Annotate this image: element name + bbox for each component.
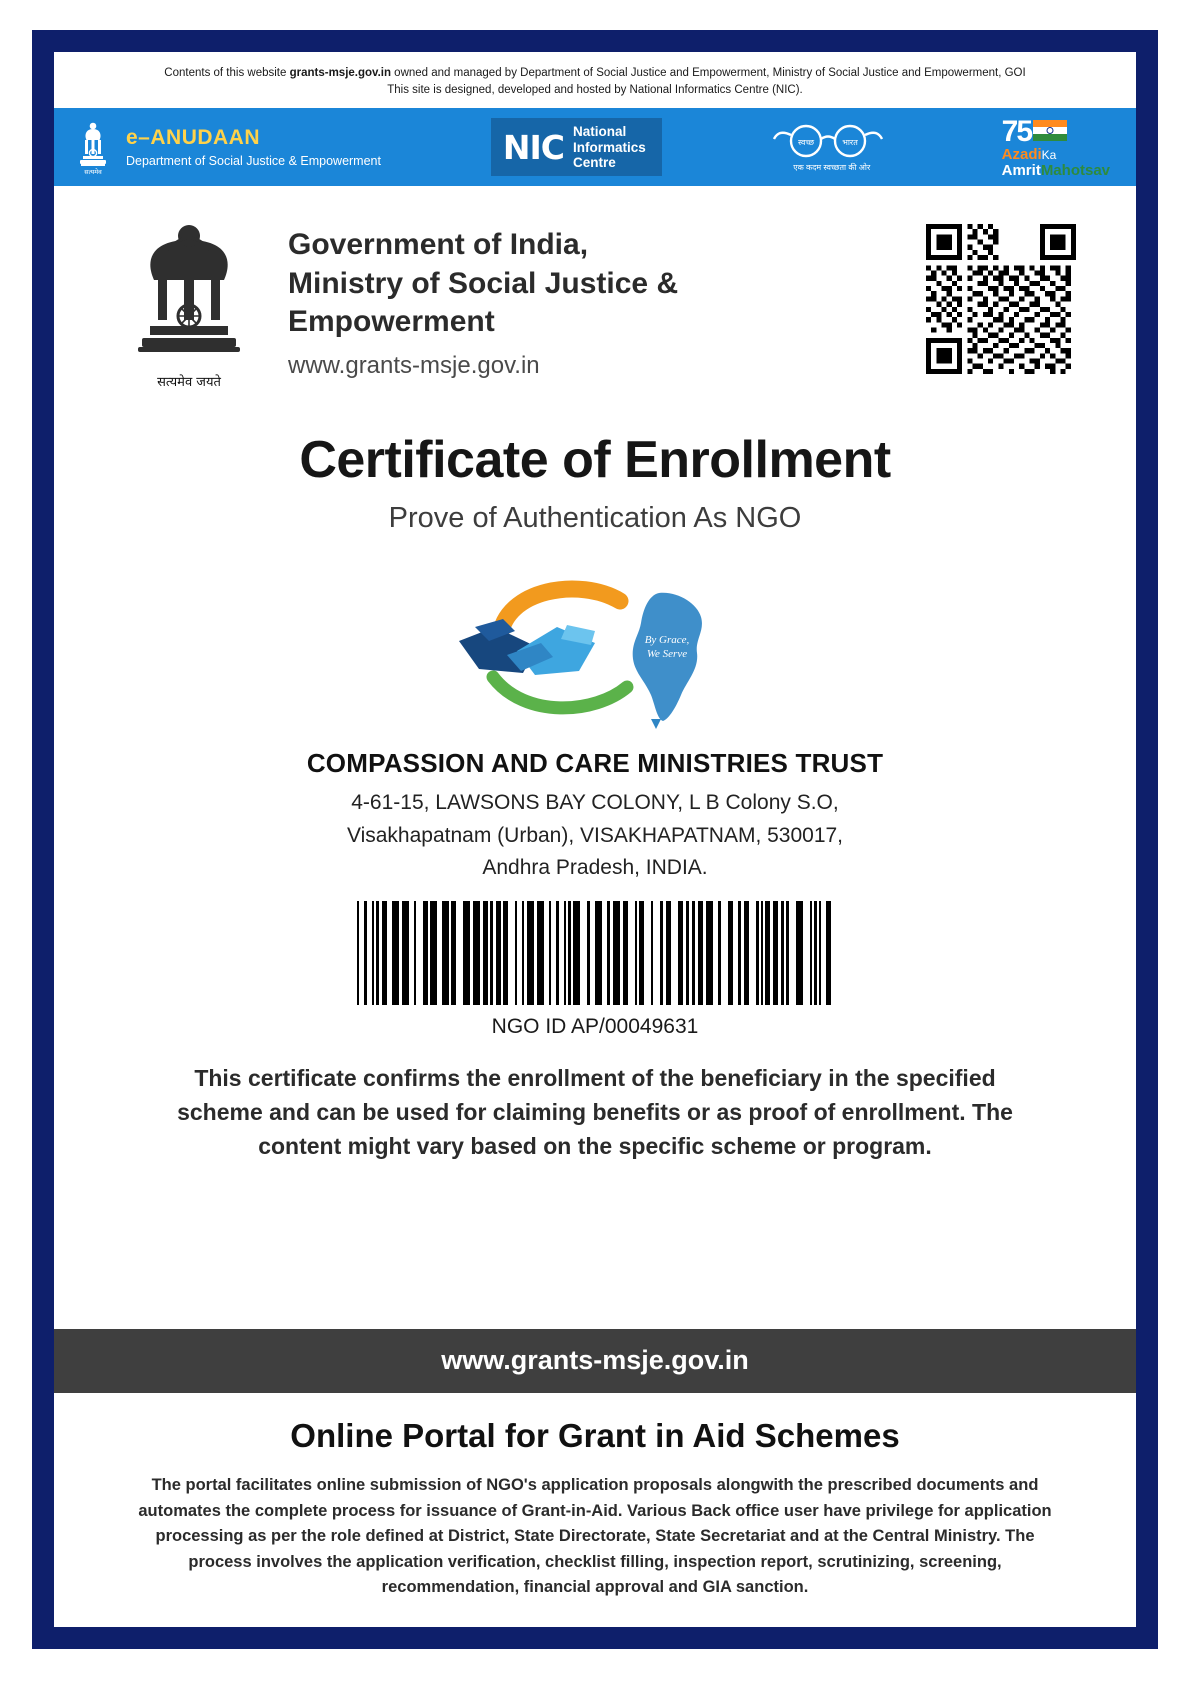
- certificate-border: [32, 30, 1158, 1649]
- brand-block: [72, 118, 381, 176]
- certificate-title: Certificate of Enrollment: [299, 431, 891, 490]
- qr-code-icon: [926, 224, 1076, 374]
- disclaimer-domain: grants-msje.gov.in: [289, 67, 391, 79]
- disclaimer-text-post: owned and managed by Department of Social Justice and Empowerment, Ministry of Social Justice and Empowerment, GOI: [390, 67, 1026, 79]
- portal-title: Online Portal for Grant in Aid Schemes: [290, 1417, 900, 1455]
- brand-subtitle: Department of Social Justice & Empowerment: [126, 153, 381, 168]
- nic-line-3: Centre: [573, 155, 616, 171]
- azadi-word-ka: Ka: [1041, 148, 1057, 163]
- gov-title-line-1: Government of India,: [288, 228, 589, 262]
- emblem-caption: सत्यमेव जयते: [157, 375, 221, 391]
- indian-flag-icon: [1033, 120, 1067, 142]
- india-state-emblem-icon: [72, 118, 114, 176]
- azadi-line-2: [1002, 163, 1110, 179]
- ngo-address: [54, 787, 1136, 885]
- certificate-subtitle: Prove of Authentication As NGO: [388, 502, 802, 535]
- government-title-block: [288, 220, 902, 379]
- gov-title-line-3: Empowerment: [288, 305, 495, 339]
- azadi-word-amrit: Amrit: [1001, 162, 1041, 180]
- site-disclaimer: [54, 52, 1136, 108]
- footer-url-strip: www.grants-msje.gov.in: [54, 1329, 1136, 1393]
- disclaimer-line-2: This site is designed, developed and hosted by National Informatics Centre (NIC).: [387, 83, 803, 96]
- portal-website-url: www.grants-msje.gov.in: [288, 351, 540, 379]
- government-header: [54, 186, 1136, 396]
- india-state-emblem-icon: [114, 220, 264, 390]
- nic-logo: [491, 118, 662, 176]
- azadi-top-row: [1002, 116, 1067, 148]
- barcode-icon: [357, 901, 834, 1005]
- ngo-name: COMPASSION AND CARE MINISTRIES TRUST: [306, 748, 884, 779]
- gov-title-line-2: Ministry of Social Justice &: [288, 266, 679, 300]
- ngo-address-line-2: Visakhapatnam (Urban), VISAKHAPATNAM, 530017,: [346, 823, 844, 847]
- azadi-number: 75: [1001, 114, 1032, 148]
- page-title: [288, 226, 902, 341]
- site-header-bar: [54, 108, 1136, 186]
- nic-wordmark: NIC: [502, 127, 565, 167]
- brand-title: e–ANUDAAN: [126, 126, 261, 150]
- svg-text:भारत: भारत: [841, 138, 858, 148]
- nic-line-2: Informatics: [573, 139, 646, 155]
- nic-fullname: [573, 124, 646, 171]
- azadi-ka-amrit-mahotsav-logo: [1002, 116, 1110, 179]
- ngo-address-line-3: Andhra Pradesh, INDIA.: [482, 856, 708, 880]
- barcode-container: [54, 901, 1136, 1005]
- layout-spacer: [54, 1163, 1136, 1329]
- ngo-id-label: NGO ID AP/00049631: [491, 1014, 699, 1038]
- portal-description: The portal facilitates online submission of NGO's application proposals alongwith the prescribed documents and automates the complete process for issuance of Grant-in-Aid. Various Back office user have privilege for application processing as per the role defined at District, State Directorate, State Secretariat and at the Central Ministry. The process involves the application verification, checklist filling, inspection report, scrutinizing, screening, recommendation, financial approval and GIA sanction.: [138, 1476, 1052, 1597]
- ngo-address-line-1: 4-61-15, LAWSONS BAY COLONY, L B Colony S.O,: [351, 791, 839, 815]
- brand-text: [126, 126, 381, 168]
- svg-text:By Grace,: By Grace,: [644, 634, 690, 647]
- azadi-line-1: [1002, 147, 1057, 163]
- azadi-word-mahotsav: Mahotsav: [1040, 162, 1110, 180]
- swachh-tagline: एक कदम स्वच्छता की ओर: [793, 163, 871, 173]
- disclaimer-line-1: [94, 65, 1096, 82]
- nic-line-1: National: [573, 124, 627, 140]
- confirmation-text: This certificate confirms the enrollment of the beneficiary in the specified scheme and can be used for claiming benefits or as proof of enrollment. The content might vary based on the specific scheme or program.: [177, 1064, 1013, 1160]
- disclaimer-text-pre: Contents of this website: [164, 67, 290, 79]
- svg-text:We Serve: We Serve: [646, 648, 688, 661]
- handshake-india-map-logo-icon: [54, 569, 1136, 734]
- azadi-word-azadi: Azadi: [1001, 146, 1042, 164]
- swachh-bharat-spectacles-icon: [772, 121, 892, 173]
- svg-text:सत्यमेव: सत्यमेव: [84, 168, 102, 177]
- svg-text:स्वच्छ: स्वच्छ: [797, 138, 814, 148]
